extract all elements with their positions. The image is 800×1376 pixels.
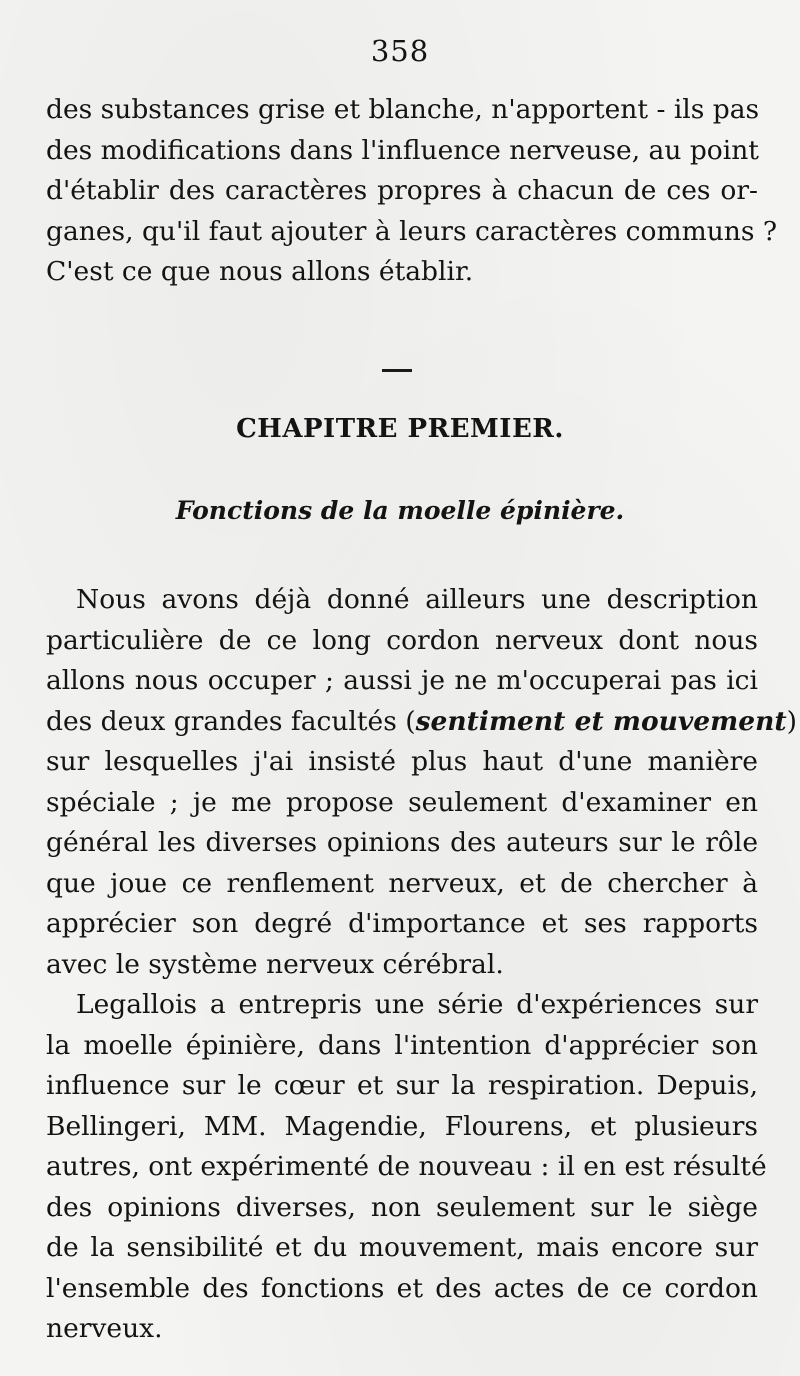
body-line: Bellingeri, MM. Magendie, Flourens, et plusieurs <box>46 1110 758 1142</box>
intro-line: des substances grise et blanche, n'apportent - ils pas <box>46 94 760 125</box>
page-number: 358 <box>370 34 430 68</box>
body-line: de la sensibilité et du mouvement, mais encore sur <box>46 1232 758 1263</box>
body-line: que joue ce renflement nerveux, et de chercher à <box>46 867 758 899</box>
separator-rule <box>382 369 412 372</box>
body-line: allons nous occuper ; aussi je ne m'occuperai pas ici <box>46 665 758 696</box>
body-line: apprécier son degré d'importance et ses rapports <box>46 908 758 939</box>
intro-line: des modifications dans l'influence nerveuse, au point <box>46 134 759 166</box>
body-line: influence sur le cœur et sur la respiration. Depuis, <box>46 1070 758 1101</box>
intro-line: d'établir des caractères propres à chacun de ces or- <box>46 175 758 206</box>
section-title: Fonctions de la moelle épinière. <box>175 496 625 525</box>
body-line: la moelle épinière, dans l'intention d'apprécier son <box>46 1029 758 1061</box>
body-line: l'ensemble des fonctions et des actes de ce cordon <box>46 1272 758 1304</box>
intro-paragraph <box>46 90 778 293</box>
italic-phrase: sentiment et mouvement <box>415 705 787 737</box>
body-line: général les diverses opinions des auteurs sur le rôle <box>46 827 758 858</box>
body-line: autres, ont expérimenté de nouveau : il en est résulté <box>46 1151 767 1182</box>
body-line <box>46 702 797 743</box>
body-line: particulière de ce long cordon nerveux dont nous <box>46 624 758 656</box>
body-line: nerveux. <box>46 1313 163 1344</box>
body-text <box>46 580 797 1350</box>
body-line-before: des deux grandes facultés ( <box>46 705 416 737</box>
intro-line: ganes, qu'il faut ajouter à leurs caractères communs ? <box>46 215 778 247</box>
intro-line: C'est ce que nous allons établir. <box>46 256 474 287</box>
body-line-after: ) <box>786 705 797 737</box>
body-line: sur lesquelles j'ai insisté plus haut d'une manière <box>46 746 758 777</box>
body-line: spéciale ; je me propose seulement d'examiner en <box>46 786 758 818</box>
body-line: des opinions diverses, non seulement sur le siège <box>46 1191 758 1223</box>
body-line: avec le système nerveux cérébral. <box>46 948 504 980</box>
body-line: Nous avons déjà donné ailleurs une description <box>76 584 758 615</box>
chapter-title: CHAPITRE PREMIER. <box>236 414 564 444</box>
body-line: Legallois a entrepris une série d'expériences sur <box>76 989 758 1020</box>
